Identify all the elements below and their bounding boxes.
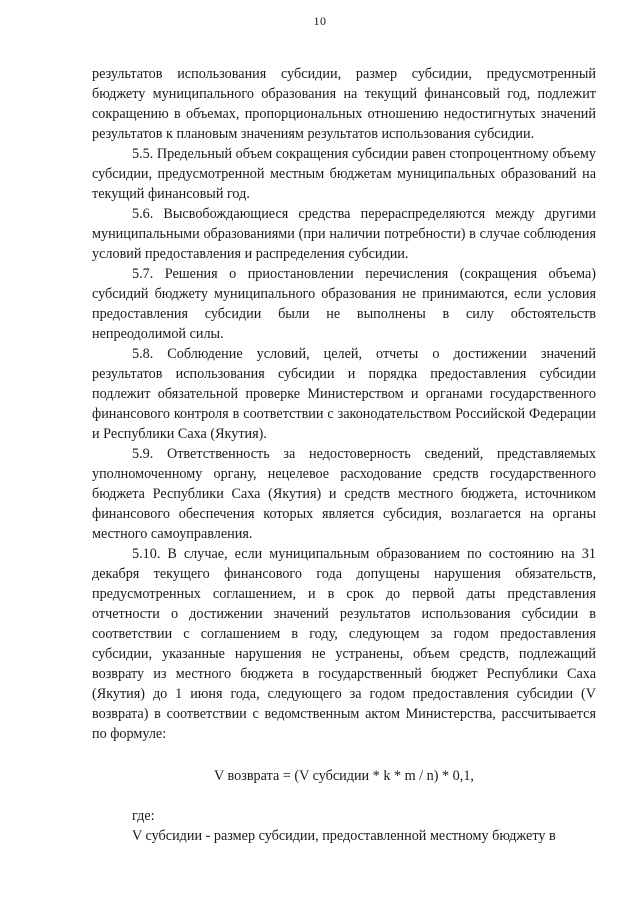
paragraph-5-6: 5.6. Высвобождающиеся средства перераспределяются между другими муниципальными образованиями (при наличии потребности) в случае соблюдения условий предоставления и распределения субсидии. [92,206,596,262]
paragraph-5-10: 5.10. В случае, если муниципальным образованием по состоянию на 31 декабря текущего финансового года допущены нарушения обязательств, предусмотренных соглашением, и в срок до первой даты представления отчетности о достижении значений результатов использования субсидии в соответствии с соглашением в году, следующем за годом предоставления субсидии, указанные нарушения не устранены, объем средств, подлежащий возврату из местного бюджета в государственный бюджет Республики Саха (Якутия) до 1 июня года, следующего за годом предоставления субсидии (V возврата) в соответствии с ведомственным актом Министерства, рассчитывается по формуле: [92,546,596,742]
paragraph-5-5: 5.5. Предельный объем сокращения субсидии равен стопроцентному объему субсидии, предусмотренной местным бюджетам муниципальных образований на текущий финансовый год. [92,146,596,202]
paragraph-5-7: 5.7. Решения о приостановлении перечисления (сокращения объема) субсидий бюджету муниципального образования не принимаются, если условия предоставления субсидии были не выполнены в силу обстоятельств непреодолимой силы. [92,266,596,342]
paragraph-5-8: 5.8. Соблюдение условий, целей, отчеты о достижении значений результатов использования субсидии и порядка предоставления субсидии подлежит обязательной проверке Министерством и органами государственного финансового контроля в соответствии с законодательством Российской Федерации и Республики Саха (Якутия). [92,346,596,442]
document-body [92,64,596,846]
paragraph-5-9: 5.9. Ответственность за недостоверность сведений, представляемых уполномоченному органу, нецелевое расходование средств государственного бюджета Республики Саха (Якутия) и средств местного бюджета, источником финансового обеспечения которых является субсидия, возлагается на органы местного самоуправления. [92,446,596,542]
return-formula: V возврата = (V субсидии * k * m / n) * 0,1, [214,768,474,784]
page-number: 10 [313,14,327,28]
paragraph-continuation: результатов использования субсидии, размер субсидии, предусмотренный бюджету муниципального образования на текущий финансовый год, подлежит сокращению в объемах, пропорциональных отношению недостигнутых значений результатов к плановым значениям результатов использования субсидии. [92,66,596,142]
where-label: где: [132,808,155,824]
definition-v-subsidy: V субсидии - размер субсидии, предоставленной местному бюджету в [132,828,556,844]
